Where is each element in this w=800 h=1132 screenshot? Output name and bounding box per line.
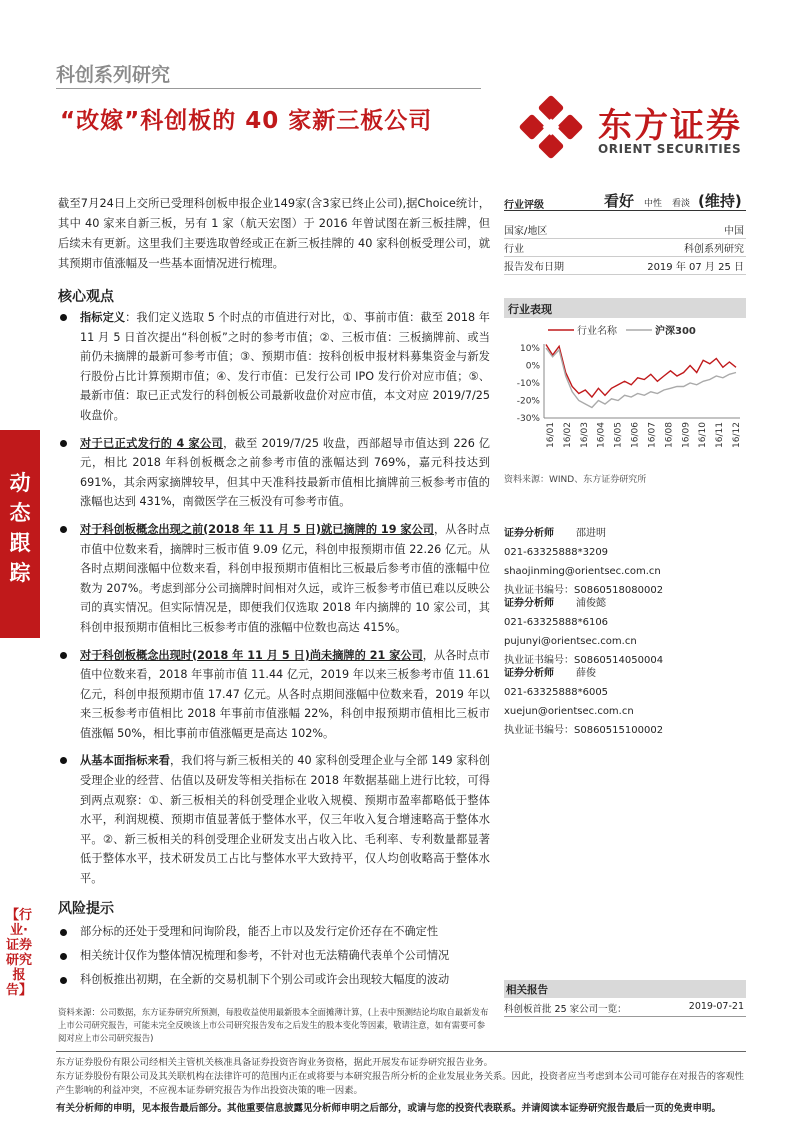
footer-line: 东方证券股份有限公司及其关联机构在法律许可的范围内正在或将要与本研究报告所分析的企业发展业务关系。因此，投资者应当考虑到本公司可能存在对报告的客观性产生影响的利益冲突，不应视本证券研究报告为作出投资决策的唯一因素。 bbox=[56, 1071, 744, 1096]
tab-char: 跟 bbox=[9, 531, 31, 555]
meta-row bbox=[504, 254, 746, 275]
point-text: ，截至 2019/7/25 收盘，西部超导市值达到 226 亿元，相比 2018 年科创板概念之前参考市值的涨幅达到 769%，嘉元科技达到 691%，其余两家摘牌较早，但其中天准科技最新市值相比摘牌前三板参考市值的涨幅也达到 431%，南微医学在三板没有可参考市值。 bbox=[80, 436, 490, 509]
analyst-email[interactable]: xuejun@orientsec.com.cn bbox=[504, 706, 634, 717]
analyst-phone: 021-63325888*6106 bbox=[504, 617, 609, 628]
legend-label: 沪深300 bbox=[655, 326, 696, 337]
rating-negative: 看淡 bbox=[672, 199, 691, 209]
x-tick-label: 16/01 bbox=[546, 422, 556, 448]
meta-key: 行业 bbox=[504, 244, 524, 255]
analyst-entry bbox=[504, 524, 746, 594]
analyst-cert: 执业证书编号：S0860515100002 bbox=[504, 725, 664, 736]
analyst-name: 邵进明 bbox=[576, 528, 606, 539]
x-tick-label: 16/03 bbox=[579, 422, 590, 448]
analyst-phone: 021-63325888*6005 bbox=[504, 687, 609, 698]
point-lead: 指标定义 bbox=[80, 311, 126, 324]
core-points-list bbox=[58, 308, 490, 897]
rating-label: 行业评级 bbox=[504, 200, 544, 211]
point-text: ：我们定义选取 5 个时点的市值进行对比，①、事前市值：截至 2018 年 11 月 5 日首次提出“科创板”之时的参考市值；②、三板市值：三板摘牌前、或当前仍未摘牌的最新可参考市值；③、预期市值：按科创板申报材料募集资金与新发行股份占比计算预期市值；④、发行市值：已发行公司 IPO 发行价对应市值；⑤、最新市值：取已正式发行的科创板公司最新收盘价对应市值，本文对应 2019/7/25 收盘价。 bbox=[80, 311, 490, 422]
tab-char: 动 bbox=[9, 471, 31, 495]
y-tick-label: -20% bbox=[516, 396, 540, 407]
bullet-icon bbox=[60, 314, 67, 321]
footer-divider bbox=[56, 1051, 746, 1052]
performance-chart bbox=[504, 320, 746, 465]
performance-chart-svg bbox=[504, 320, 746, 465]
x-tick-label: 16/11 bbox=[715, 422, 726, 448]
x-tick-label: 16/06 bbox=[630, 422, 641, 448]
bullet-icon bbox=[60, 440, 67, 447]
list-item bbox=[58, 434, 490, 512]
x-tick-label: 16/12 bbox=[732, 422, 742, 448]
analyst-entry bbox=[504, 664, 746, 740]
risk-heading: 风险提示 bbox=[58, 901, 114, 917]
report-title: “改嫁”科创板的 40 家新三板公司 bbox=[60, 108, 433, 134]
x-tick-label: 16/04 bbox=[596, 422, 607, 448]
report-series: 科创系列研究 bbox=[56, 64, 171, 86]
x-tick-label: 16/08 bbox=[664, 422, 675, 448]
bullet-icon bbox=[60, 929, 67, 936]
risk-text: 部分标的还处于受理和问询阶段，能否上市以及发行定价还存在不确定性 bbox=[80, 925, 439, 938]
performance-heading bbox=[504, 298, 746, 318]
bullet-icon bbox=[60, 977, 67, 984]
logo-mark-icon bbox=[518, 94, 584, 160]
industry-rating bbox=[504, 186, 746, 211]
meta-value: 科创系列研究 bbox=[684, 244, 744, 255]
point-lead: 对于已正式发行的 4 家公司 bbox=[80, 436, 224, 450]
bullet-icon bbox=[60, 652, 67, 659]
risk-text: 相关统计仅作为整体情况梳理和参考，不针对也无法精确代表单个公司情况 bbox=[80, 949, 450, 962]
risk-text: 科创板推出初期，在全新的交易机制下个别公司或许会出现较大幅度的波动 bbox=[80, 973, 450, 986]
rating-positive: 看好 bbox=[604, 192, 635, 210]
risk-list bbox=[58, 920, 490, 992]
x-tick-label: 16/10 bbox=[698, 422, 709, 448]
footer-line: 东方证券股份有限公司经相关主管机关核准具备证券投资咨询业务资格，据此开展发布证券研究报告业务。 bbox=[56, 1057, 493, 1068]
analyst-entry bbox=[504, 594, 746, 670]
analyst-label: 证券分析师 bbox=[504, 668, 554, 679]
list-item bbox=[58, 944, 490, 968]
related-reports-heading bbox=[504, 980, 746, 998]
logo-text-en: ORIENT SECURITIES bbox=[598, 142, 742, 156]
meta-key: 国家/地区 bbox=[504, 226, 548, 237]
related-title: 相关报告 bbox=[506, 984, 548, 996]
list-item bbox=[58, 646, 490, 744]
x-tick-label: 16/09 bbox=[681, 422, 692, 448]
analyst-label: 证券分析师 bbox=[504, 598, 554, 609]
point-text: ，我们将与新三板相关的 40 家科创受理企业与全部 149 家科创受理企业的经营、估值以及研发等相关指标在 2018 年数据基础上进行比较，可得到两点观察：①、新三板相关的科创受理企业收入规模、预期市盈率都略低于整体水平，利润规模、预期市值显著低于整体水平，仅三年收入复合增速略高于整体水平。②、新三板相关的科创受理企业研发支出占收入比、毛利率、专利数量都显著低于整体水平，技术研发员工占比与整体水平大致持平，仅人均创收略高于整体水平。 bbox=[80, 754, 490, 886]
y-tick-label: 0% bbox=[525, 361, 540, 372]
meta-value: 2019 年 07 月 25 日 bbox=[647, 262, 744, 273]
orient-securities-logo bbox=[518, 94, 758, 164]
analyst-name: 薛俊 bbox=[576, 668, 596, 679]
analyst-email[interactable]: shaojinming@orientsec.com.cn bbox=[504, 566, 661, 577]
series-line bbox=[546, 345, 736, 398]
x-tick-label: 16/02 bbox=[562, 422, 573, 448]
rating-status: (维持) bbox=[698, 192, 742, 210]
y-tick-label: -10% bbox=[516, 379, 540, 389]
analyst-cert: 执业证书编号：S0860514050004 bbox=[504, 655, 664, 666]
bullet-icon bbox=[60, 526, 67, 533]
point-lead: 从基本面指标来看 bbox=[80, 754, 170, 768]
analyst-phone: 021-63325888*3209 bbox=[504, 547, 609, 558]
tab-char: 踪 bbox=[9, 561, 31, 585]
bullet-icon bbox=[60, 757, 67, 764]
legend-label: 行业名称 bbox=[577, 326, 617, 337]
x-tick-label: 16/07 bbox=[647, 422, 658, 448]
analyst-name: 浦俊懿 bbox=[576, 598, 606, 609]
analyst-label: 证券分析师 bbox=[504, 528, 554, 539]
intro-paragraph: 截至7月24日上交所已受理科创板申报企业149家(含3家已终止公司),据Choice统计，其中 40 家来自新三板，另有 1 家（航天宏图）于 2016 年曾试图在新三板挂牌，但后续未有更新。这里我们主要选取曾经或正在新三板挂牌的 40 家科创板受理公司，就其预期市值涨幅及一些基本面情况进行梳理。 bbox=[58, 197, 490, 270]
related-report-date: 2019-07-21 bbox=[688, 1001, 744, 1012]
list-item bbox=[58, 968, 490, 992]
tab-char: 态 bbox=[9, 501, 31, 525]
chart-source: 资料来源：WIND、东方证券研究所 bbox=[504, 475, 647, 485]
rating-neutral: 中性 bbox=[644, 199, 663, 209]
footer-notice: 有关分析师的申明，见本报告最后部分。其他重要信息披露见分析师申明之后部分，或请与您的投资代表联系。并请阅读本证券研究报告最后一页的免责申明。 bbox=[56, 1103, 722, 1114]
point-lead: 对于科创板概念出现之前(2018 年 11 月 5 日)就已摘牌的 19 家公司 bbox=[80, 522, 434, 536]
footer-disclaimer bbox=[56, 1056, 746, 1098]
meta-value: 中国 bbox=[724, 226, 744, 237]
list-item bbox=[58, 751, 490, 888]
analyst-email[interactable]: pujunyi@orientsec.com.cn bbox=[504, 636, 637, 647]
bullet-icon bbox=[60, 953, 67, 960]
series-line bbox=[546, 348, 736, 408]
logo-text-cn: 东方证券 bbox=[598, 106, 742, 146]
list-item bbox=[58, 308, 490, 426]
point-text: ，从各时点市值中位数来看，摘牌时三板市值 9.09 亿元，科创申报预期市值 22.26 亿元。从各时点期间涨幅中位数来看，科创申报预期市值相比三板最后参考市值的涨幅中位数为 207%。考虑到部分公司摘牌时间相对久远，或许三板参考市值已难以反映公司的真实情况。但实际情况是，即便我们仅选取 2018 年内摘牌的 10 家公司，其科创申报预期市值相比三板参考市值的涨幅中位数也高达 415%。 bbox=[80, 522, 490, 634]
data-source-note: 资料来源：公司数据，东方证券研究所预测，每股收益使用最新股本全面摊薄计算，(上表中预测结论均取自最新发布上市公司研究报告，可能未完全反映该上市公司研究报告发布之后发生的股本变化等因素，敬请注意，如有需要可参阅对应上市公司研究报告) bbox=[58, 1007, 489, 1043]
report-type-tab bbox=[0, 430, 40, 638]
y-tick-label: -30% bbox=[516, 414, 540, 424]
analyst-cert: 执业证书编号：S0860518080002 bbox=[504, 585, 664, 596]
point-lead: 对于科创板概念出现时(2018 年 11 月 5 日)尚未摘牌的 21 家公司 bbox=[80, 648, 423, 662]
header-divider bbox=[56, 88, 481, 89]
y-tick-label: 10% bbox=[519, 344, 540, 354]
core-views-heading: 核心观点 bbox=[58, 289, 114, 305]
related-report-name[interactable]: 科创板首批 25 家公司一览： bbox=[504, 1004, 627, 1015]
related-report-item[interactable] bbox=[504, 1000, 746, 1017]
performance-title: 行业表现 bbox=[508, 303, 552, 316]
list-item bbox=[58, 520, 490, 638]
x-tick-label: 16/05 bbox=[613, 422, 624, 448]
list-item bbox=[58, 920, 490, 944]
report-category-label: 【行业·证券研究报告】 bbox=[6, 908, 33, 998]
meta-key: 报告发布日期 bbox=[504, 262, 564, 273]
point-text: ，从各时点市值中位数来看，2018 年事前市值 11.44 亿元，2019 年以来三板参考市值 11.61 亿元，科创申报预期市值 17.47 亿元。从各时点期间涨幅中位数来看，2019 年以来三板参考市值相比 2018 年事前市值涨幅 22%，科创申报预期市值相比三板市值涨幅 50%，相比事前市值涨幅更是高达 102%。 bbox=[80, 648, 490, 740]
